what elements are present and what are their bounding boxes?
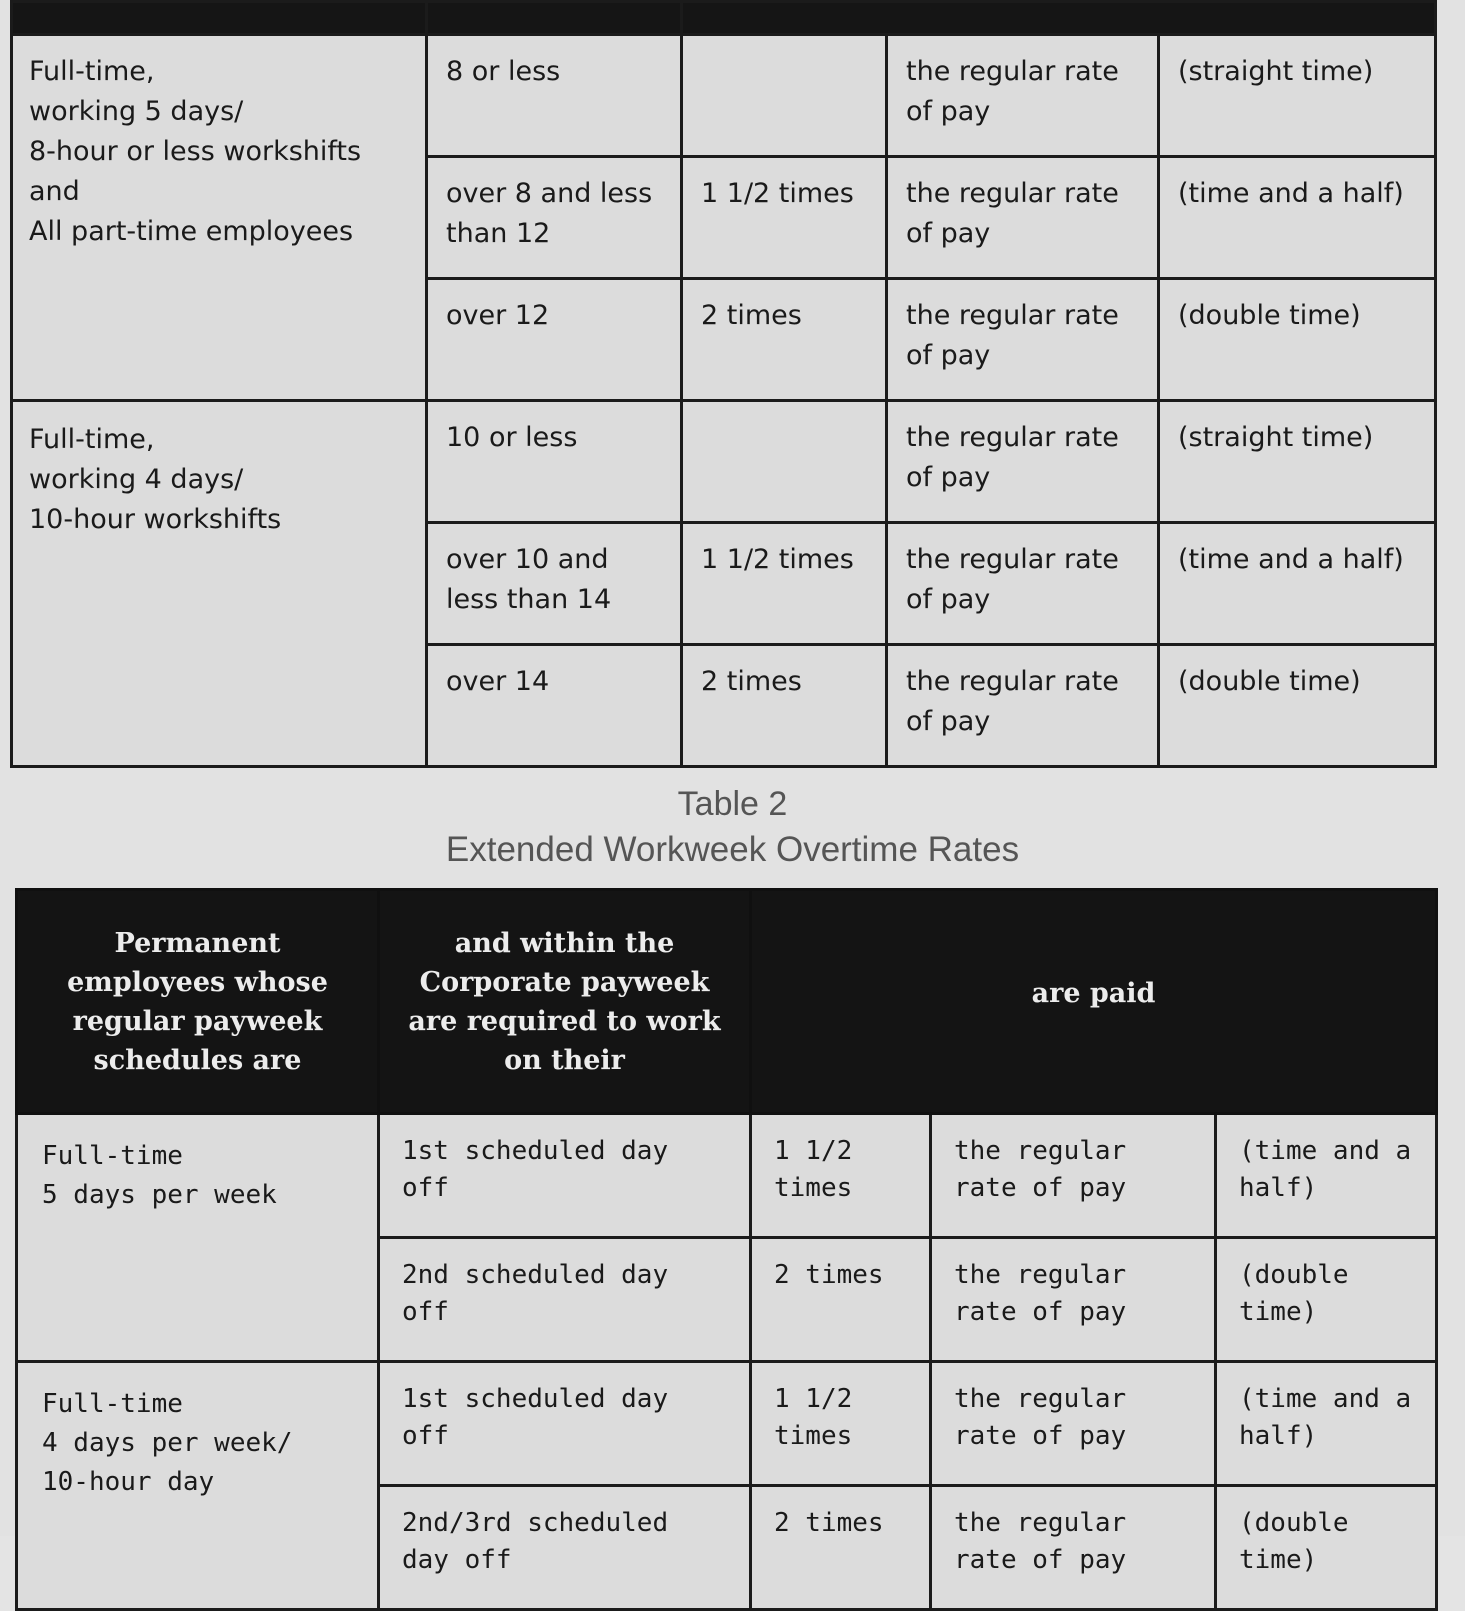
- rate-cell: the regular rate of pay: [887, 401, 1159, 523]
- rate-label-cell: (double time): [1159, 279, 1436, 401]
- multiplier-cell: [682, 35, 887, 157]
- rate-label-cell: (double time): [1216, 1486, 1437, 1610]
- multiplier-cell: 1 1/2 times: [682, 523, 887, 645]
- table-2-title: Extended Workweek Overtime Rates: [445, 830, 1020, 869]
- scheduled-day-cell: 1st scheduled day off: [379, 1114, 751, 1238]
- rate-label-cell: (time and a half): [1216, 1362, 1437, 1486]
- multiplier-cell: [682, 401, 887, 523]
- overtime-rates-table-1: [10, 0, 1437, 768]
- table-row: [17, 1114, 1437, 1238]
- hours-cell: over 8 and less than 12: [427, 157, 682, 279]
- multiplier-cell: 2 times: [751, 1238, 931, 1362]
- rate-cell: the regular rate of pay: [931, 1486, 1216, 1610]
- hours-cell: over 12: [427, 279, 682, 401]
- rate-cell: the regular rate of pay: [887, 279, 1159, 401]
- rate-cell: the regular rate of pay: [931, 1238, 1216, 1362]
- rate-cell: the regular rate of pay: [887, 645, 1159, 767]
- employee-category-cell: Full-time, working 5 days/ 8-hour or less workshifts and All part-time employees: [12, 35, 427, 401]
- multiplier-cell: 1 1/2 times: [751, 1362, 931, 1486]
- rate-label-cell: (straight time): [1159, 401, 1436, 523]
- table-header-row: [17, 890, 1437, 1114]
- rate-cell: the regular rate of pay: [887, 523, 1159, 645]
- rate-label-cell: (double time): [1159, 645, 1436, 767]
- scheduled-day-cell: 2nd scheduled day off: [379, 1238, 751, 1362]
- rate-label-cell: (double time): [1216, 1238, 1437, 1362]
- rate-cell: the regular rate of pay: [931, 1362, 1216, 1486]
- rate-label-cell: (time and a half): [1159, 157, 1436, 279]
- rate-cell: the regular rate of pay: [931, 1114, 1216, 1238]
- hours-cell: 10 or less: [427, 401, 682, 523]
- rate-cell: the regular rate of pay: [887, 35, 1159, 157]
- table-header-row: [12, 2, 1436, 35]
- table-row: [17, 1362, 1437, 1486]
- overtime-rates-table-2: [15, 888, 1438, 1611]
- hours-cell: over 14: [427, 645, 682, 767]
- multiplier-cell: 2 times: [682, 645, 887, 767]
- table-2-number: Table 2: [677, 785, 788, 823]
- hours-cell: 8 or less: [427, 35, 682, 157]
- multiplier-cell: 2 times: [682, 279, 887, 401]
- multiplier-cell: 1 1/2 times: [751, 1114, 931, 1238]
- multiplier-cell: 1 1/2 times: [682, 157, 887, 279]
- employee-category-cell: Full-time 5 days per week: [17, 1114, 379, 1362]
- rate-cell: the regular rate of pay: [887, 157, 1159, 279]
- header-are-paid: are paid: [751, 890, 1437, 1114]
- table-row: [12, 401, 1436, 523]
- multiplier-cell: 2 times: [751, 1486, 931, 1610]
- rate-label-cell: (time and a half): [1159, 523, 1436, 645]
- header-employee-schedule: Permanent employees whose regular payweek schedules are: [17, 890, 379, 1114]
- scheduled-day-cell: 2nd/3rd scheduled day off: [379, 1486, 751, 1610]
- employee-category-cell: Full-time 4 days per week/ 10-hour day: [17, 1362, 379, 1610]
- hours-cell: over 10 and less than 14: [427, 523, 682, 645]
- rate-label-cell: (straight time): [1159, 35, 1436, 157]
- scheduled-day-cell: 1st scheduled day off: [379, 1362, 751, 1486]
- rate-label-cell: (time and a half): [1216, 1114, 1437, 1238]
- table-row: [12, 35, 1436, 157]
- employee-category-cell: Full-time, working 4 days/ 10-hour workshifts: [12, 401, 427, 767]
- header-workday: and within the Corporate payweek are required to work on their: [379, 890, 751, 1114]
